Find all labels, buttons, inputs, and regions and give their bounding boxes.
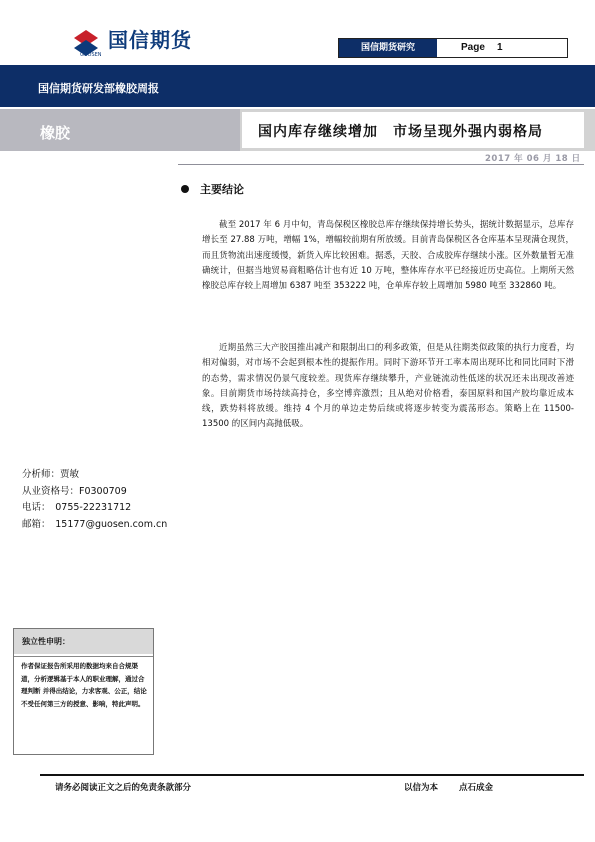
department-title: 国信期货研发部橡胶周报 <box>38 82 159 95</box>
divider <box>14 656 153 657</box>
category-block <box>0 109 240 151</box>
bullet-icon <box>181 185 189 193</box>
doc-type-label: 国信期货研究 <box>339 39 437 57</box>
paragraph: 截至 2017 年 6 月中旬，青岛保税区橡胶总库存继续保持增长势头，据统计数据显示，总库存增长至 27.88 万吨，增幅 1%，增幅较前期有所放缓。目前青岛保税区各仓库基本呈现满仓现货，而且货物流出速度缓慢，新货入库比较困难。据悉，天胶、合成胶库存继续小涨。区外数量暂无准确统计，但据当地贸易商粗略估计也有近 10 万吨，整体库存水平已经接近历史高位。上期所天然橡胶总库存较上周增加 6387 吨至 353222 吨，仓单库存较上周增加 5980 吨至 332860 吨。 <box>202 220 574 292</box>
analyst-name: 分析师：贾敏 <box>22 469 80 480</box>
report-title-box <box>242 112 584 148</box>
section-title: 主要结论 <box>200 183 244 196</box>
footer-rule <box>40 774 584 776</box>
analyst-contact <box>22 467 167 533</box>
logo-text: 国信期货 <box>108 28 192 52</box>
logo-english: GUOSEN <box>80 52 102 58</box>
page-header-box <box>338 38 568 58</box>
statement-body: 作者保证报告所采用的数据均来自合规渠道，分析逻辑基于本人的职业理解，通过合理判断 并得出结论，力求客观、公正，结论不受任何第三方的授意、影响，特此声明。 <box>21 662 147 708</box>
department-band <box>0 65 595 107</box>
page-number: 1 <box>497 42 503 53</box>
statement-title: 独立性申明： <box>22 637 70 646</box>
paragraph: 近期虽然三大产胶国推出减产和限制出口的利多政策，但是从往期类似政策的执行力度看，均相对偏弱，对市场不会起到根本性的提振作用。同时下游环节开工率本周出现环比和同比同时下滑的态势，需求情况仍景气度较差。现货库存继续攀升，产业链流动性低迷的状况还未出现改善迹象。目前期货市场持续高持仓，多空博弈激烈；且从绝对价格看，泰国原料和国产胶均靠近成本线，跌势料将放缓。维持 4 个月的单边走势后续或将逐步转变为震荡形态。策略上在 11500-13500 的区间内高抛低吸。 <box>202 343 574 430</box>
divider <box>178 164 584 165</box>
company-slogan: 以信为本 点石成金 <box>404 783 493 793</box>
disclaimer-note: 请务必阅读正文之后的免责条款部分 <box>55 783 192 793</box>
statement-header <box>14 629 153 654</box>
category-label: 橡胶 <box>40 124 71 142</box>
phone-number: 电话： 0755-22231712 <box>22 502 132 513</box>
report-title: 国内库存继续增加 市场呈现外强内弱格局 <box>258 124 543 140</box>
independence-statement <box>13 628 154 755</box>
company-logo <box>72 26 212 62</box>
license-number: 从业资格号：F0300709 <box>22 485 127 497</box>
page-label: Page <box>461 42 485 53</box>
email-address: 邮箱： 15177@guosen.com.cn <box>22 518 168 530</box>
report-date: 2017 年 06 月 18 日 <box>485 154 581 164</box>
